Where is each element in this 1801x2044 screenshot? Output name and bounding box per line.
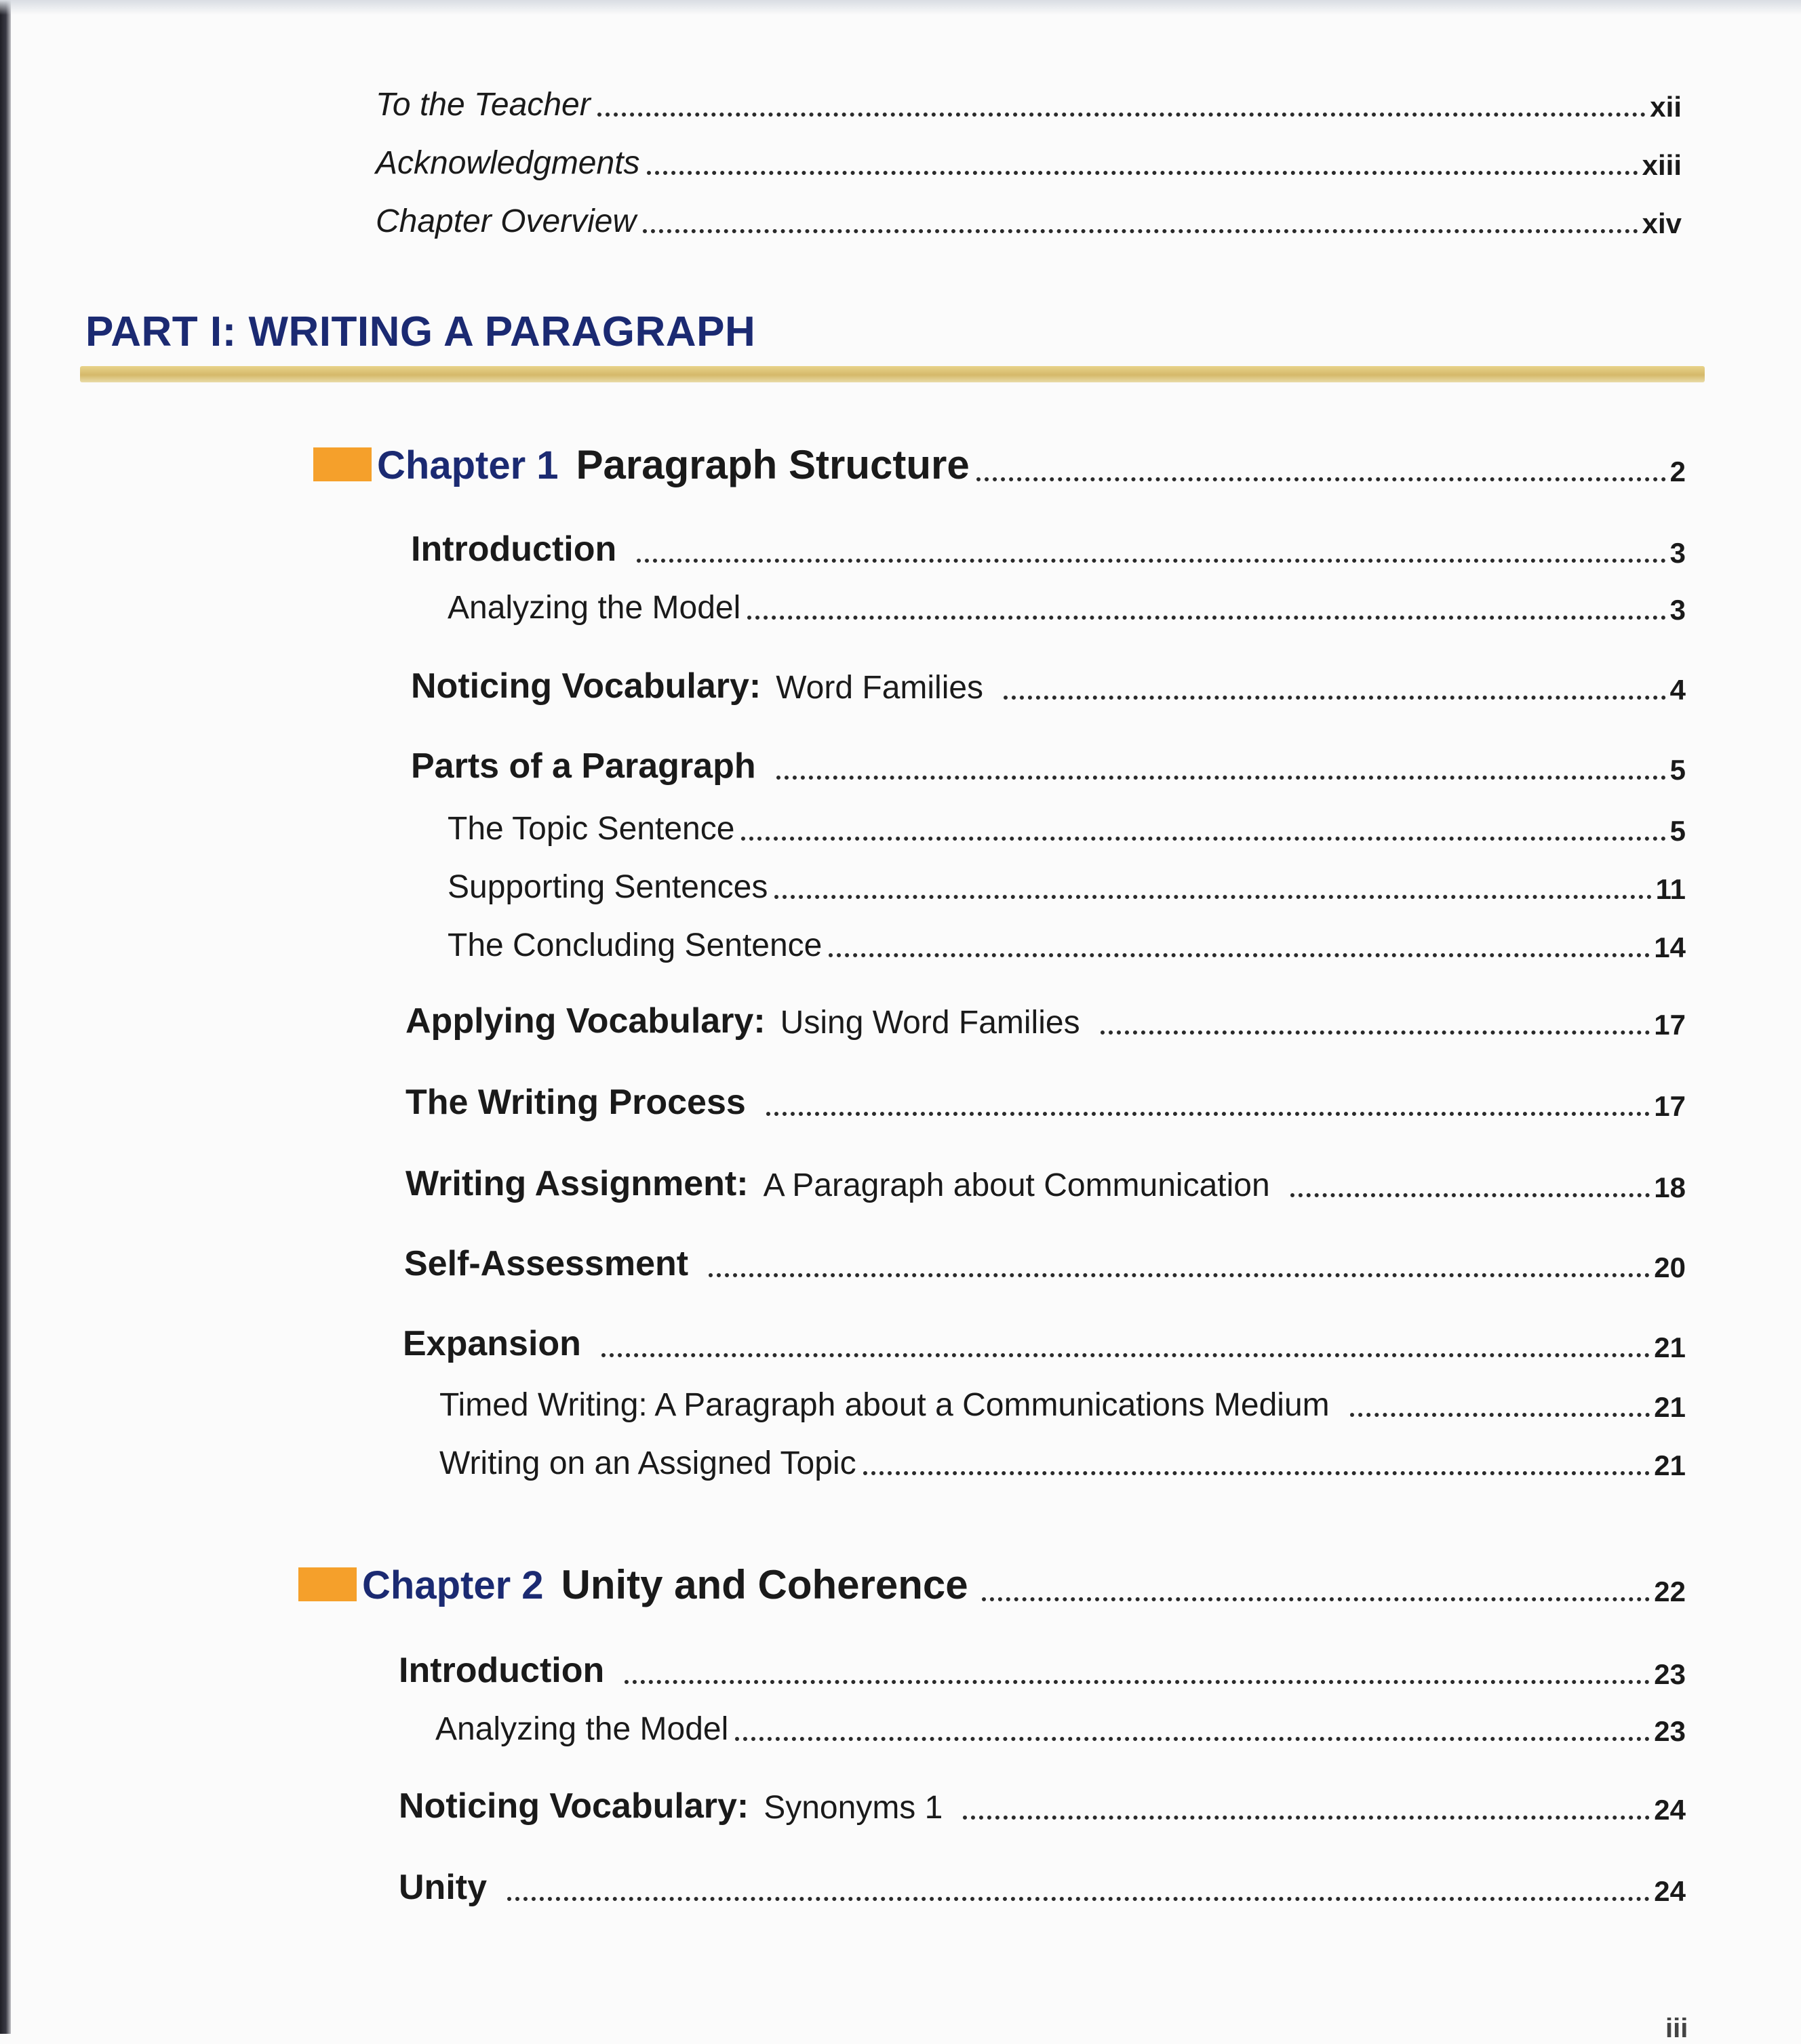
toc-subsection-analyzing-the-model[interactable] — [448, 582, 1686, 626]
dot-leader — [1101, 1030, 1650, 1035]
dot-leader — [507, 1897, 1650, 1901]
toc-chapter-1[interactable] — [313, 434, 1686, 488]
toc-section-parts-of-a-paragraph[interactable] — [411, 739, 1686, 786]
dot-leader — [747, 616, 1665, 620]
toc-page-number: xiii — [1642, 149, 1682, 181]
dot-leader — [774, 895, 1651, 899]
section-title: Self-Assessment — [404, 1244, 689, 1283]
section-title: Expansion — [403, 1324, 581, 1363]
toc-page-number: 3 — [1669, 537, 1686, 569]
toc-section-introduction-ch2[interactable] — [399, 1643, 1686, 1691]
section-title: Introduction — [411, 529, 617, 569]
dot-leader — [597, 113, 1646, 117]
toc-page-number: 21 — [1654, 1331, 1686, 1363]
toc-page-number: 11 — [1655, 873, 1686, 905]
toc-section-noticing-vocabulary[interactable] — [411, 659, 1686, 706]
toc-subsection-topic-sentence[interactable] — [448, 803, 1686, 847]
section-title: Introduction — [399, 1651, 605, 1690]
chapter-title: Unity and Coherence — [561, 1562, 968, 1607]
dot-leader — [776, 776, 1666, 780]
toc-section-unity[interactable] — [399, 1860, 1686, 1908]
subsection-title: Analyzing the Model — [448, 590, 741, 626]
toc-page-number: 23 — [1654, 1715, 1686, 1747]
dot-leader — [1290, 1193, 1650, 1197]
toc-subsection-assigned-topic[interactable] — [439, 1437, 1686, 1482]
page-folio: iii — [1665, 2013, 1688, 2043]
toc-title: Chapter Overview — [376, 203, 637, 239]
dot-leader — [1004, 696, 1666, 700]
toc-subsection-supporting-sentences[interactable] — [448, 861, 1686, 906]
toc-page-number: 3 — [1669, 594, 1686, 626]
section-title: Writing Assignment: — [405, 1164, 749, 1203]
section-subtitle: Using Word Families — [780, 1005, 1080, 1041]
toc-page-number: 2 — [1669, 456, 1686, 487]
subsection-title: Analyzing the Model — [435, 1711, 729, 1747]
dot-leader — [643, 229, 1638, 233]
toc-page-number: 17 — [1654, 1090, 1686, 1122]
toc-title: To the Teacher — [376, 87, 591, 123]
section-title: Parts of a Paragraph — [411, 746, 756, 786]
toc-page-number: xiv — [1642, 207, 1682, 239]
toc-section-writing-assignment[interactable] — [405, 1157, 1686, 1204]
toc-page-number: 23 — [1654, 1658, 1686, 1690]
chapter-title: Paragraph Structure — [576, 442, 970, 487]
part-heading-rule — [80, 366, 1705, 382]
dot-leader — [829, 953, 1650, 957]
dot-leader — [976, 477, 1666, 481]
toc-page-number: 20 — [1654, 1251, 1686, 1283]
toc-page-number: 21 — [1654, 1449, 1686, 1481]
subsection-title: Writing on an Assigned Topic — [439, 1445, 856, 1481]
subsection-title: The Concluding Sentence — [448, 927, 823, 963]
toc-page-number: 18 — [1654, 1171, 1686, 1203]
toc-section-noticing-vocabulary-ch2[interactable] — [399, 1779, 1686, 1826]
toc-page-number: 24 — [1654, 1794, 1686, 1826]
dot-leader — [735, 1737, 1650, 1741]
chapter-marker-icon — [313, 447, 372, 481]
dot-leader — [1350, 1413, 1650, 1417]
section-title: Noticing Vocabulary: — [411, 666, 761, 706]
toc-page-number: 24 — [1654, 1875, 1686, 1907]
toc-page-number: 22 — [1654, 1576, 1686, 1607]
section-title: Noticing Vocabulary: — [399, 1786, 749, 1826]
dot-leader — [863, 1471, 1650, 1475]
dot-leader — [601, 1353, 1650, 1357]
chapter-label: Chapter 1 — [377, 443, 559, 487]
toc-page-number: 5 — [1669, 754, 1686, 786]
section-subtitle: A Paragraph about Communication — [763, 1167, 1270, 1203]
section-title: Unity — [399, 1868, 487, 1907]
toc-section-applying-vocabulary[interactable] — [405, 994, 1686, 1041]
dot-leader — [625, 1680, 1650, 1684]
toc-title: Acknowledgments — [376, 145, 640, 181]
toc-subsection-timed-writing[interactable] — [439, 1379, 1686, 1424]
subsection-title: Timed Writing: A Paragraph about a Communications Medium — [439, 1387, 1330, 1423]
dot-leader — [982, 1597, 1650, 1601]
dot-leader — [637, 559, 1665, 563]
toc-chapter-2[interactable] — [298, 1554, 1686, 1608]
section-title: Applying Vocabulary: — [405, 1001, 766, 1041]
subsection-title: The Topic Sentence — [448, 811, 735, 847]
chapter-label: Chapter 2 — [362, 1563, 544, 1607]
chapter-marker-icon — [298, 1567, 357, 1601]
section-subtitle: Synonyms 1 — [764, 1790, 943, 1826]
toc-subsection-analyzing-the-model-ch2[interactable] — [435, 1703, 1686, 1748]
toc-entry-acknowledgments[interactable] — [376, 134, 1682, 182]
toc-entry-chapter-overview[interactable] — [376, 193, 1682, 240]
dot-leader — [709, 1273, 1650, 1277]
part-heading: PART I: WRITING A PARAGRAPH — [85, 308, 756, 355]
toc-page-number: 14 — [1654, 931, 1686, 963]
page-top-shadow — [0, 0, 1801, 15]
toc-section-expansion[interactable] — [403, 1317, 1686, 1364]
toc-entry-to-the-teacher[interactable] — [376, 76, 1682, 123]
subsection-title: Supporting Sentences — [448, 869, 768, 905]
toc-page-number: xii — [1650, 91, 1682, 123]
toc-section-self-assessment[interactable] — [404, 1237, 1686, 1284]
book-binding-edge — [0, 0, 11, 2034]
dot-leader — [766, 1112, 1650, 1116]
section-title: The Writing Process — [405, 1083, 746, 1122]
toc-section-writing-process[interactable] — [405, 1075, 1686, 1123]
toc-section-introduction[interactable] — [411, 522, 1686, 569]
toc-page-number: 5 — [1669, 815, 1686, 847]
dot-leader — [647, 171, 1638, 175]
toc-page-number: 17 — [1654, 1009, 1686, 1041]
dot-leader — [741, 837, 1665, 841]
dot-leader — [963, 1816, 1650, 1820]
toc-subsection-concluding-sentence[interactable] — [448, 919, 1686, 964]
toc-page-number: 21 — [1654, 1391, 1686, 1423]
section-subtitle: Word Families — [776, 670, 984, 706]
toc-page-number: 4 — [1669, 674, 1686, 706]
